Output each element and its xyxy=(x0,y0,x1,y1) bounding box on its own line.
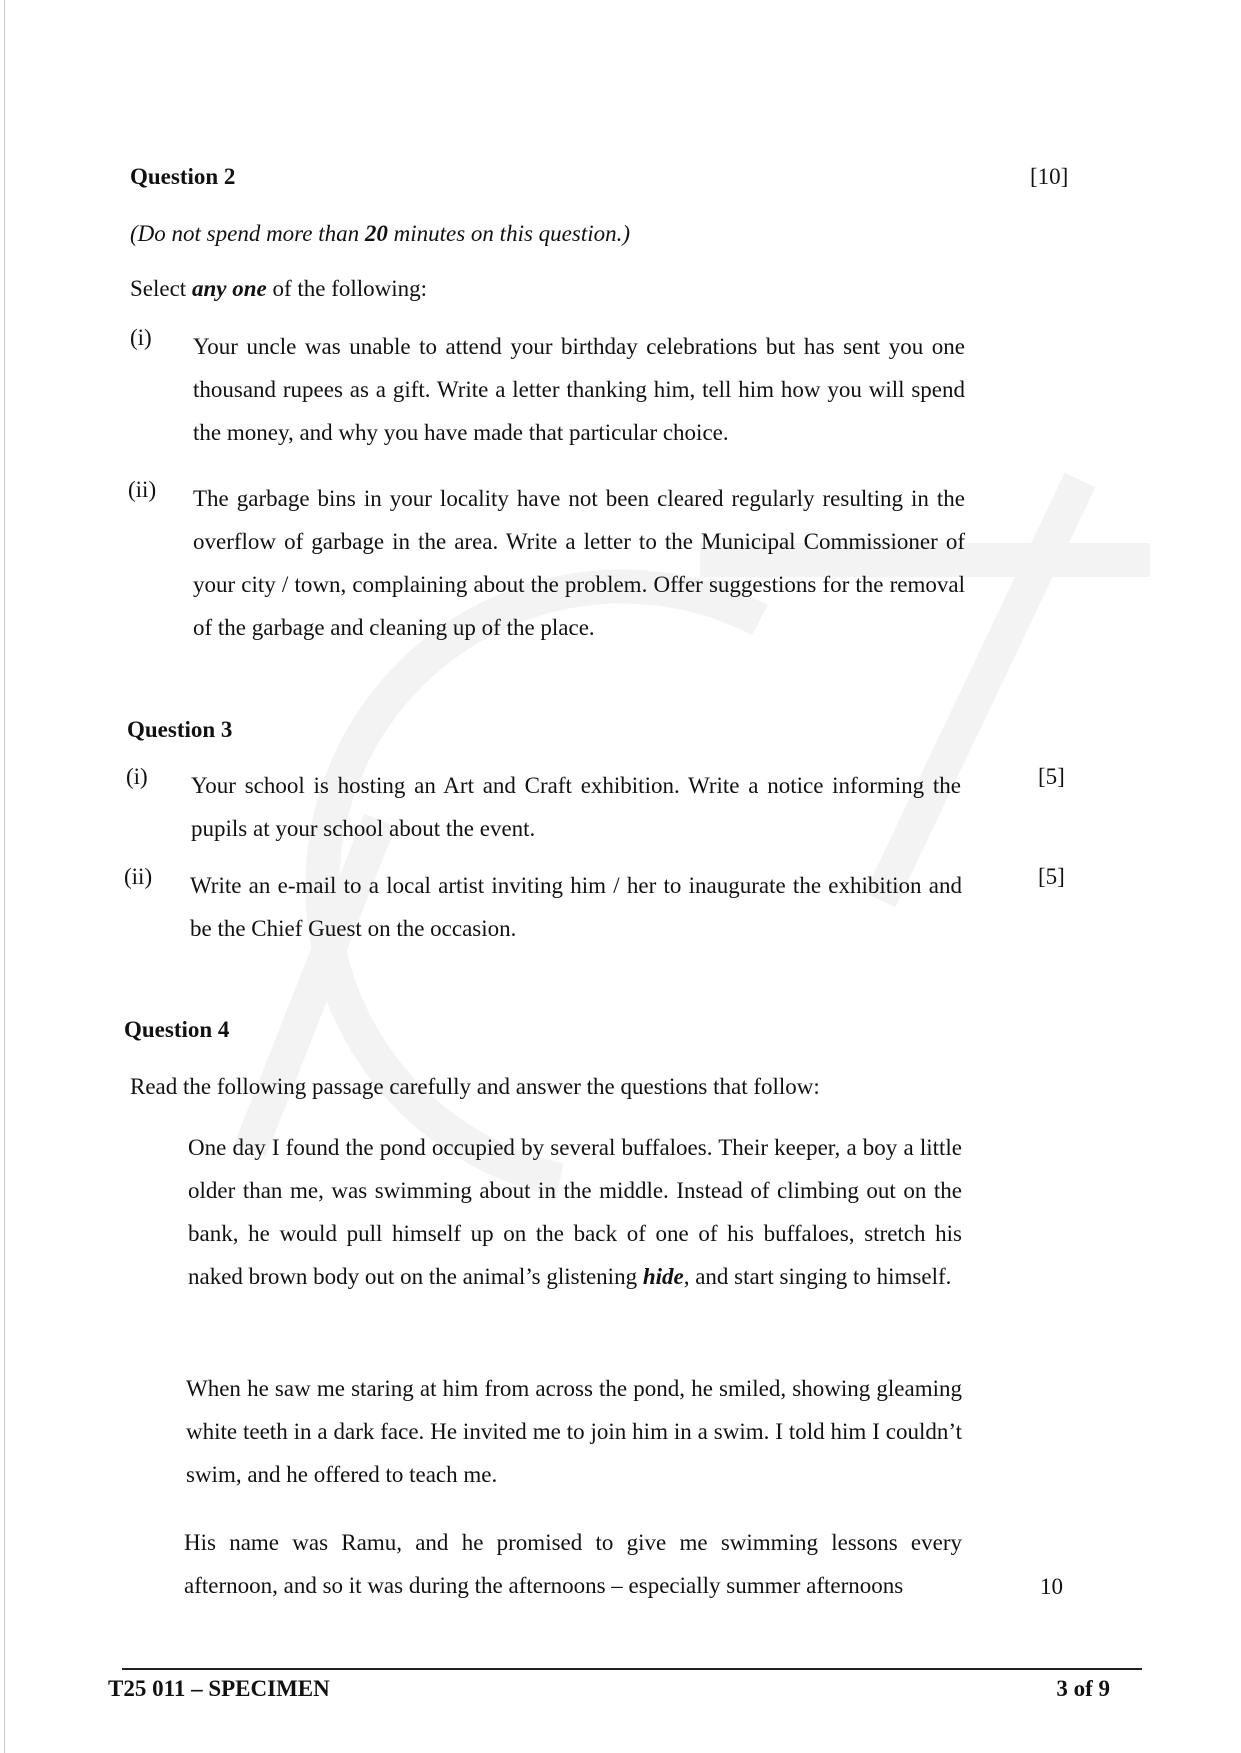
q2-option-text: The garbage bins in your locality have not been cleared regularly resulting in the overflow of garbage in the area. Write a letter to the Municipal Commissioner of your city / town, complaining about the problem. Offer suggestions for the removal of the garbage and cleaning up of the place. xyxy=(193,486,965,640)
q3-item-number: (ii) xyxy=(124,864,153,889)
q2-option-number: (ii) xyxy=(128,477,157,502)
q3-item-number: (i) xyxy=(126,764,148,789)
footer-divider xyxy=(122,1668,1142,1670)
footer-paper-code: T25 011 – SPECIMEN xyxy=(108,1676,330,1701)
passage-paragraph: When he saw me staring at him from across the pond, he smiled, showing gleaming white teeth in a dark face. He invited me to join him in a swim. I told him I couldn’t swim, and he offered to teach me. xyxy=(186,1376,962,1487)
q3-heading: Question 3 xyxy=(127,717,233,742)
q2-time-note: (Do not spend more than 20 minutes on this question.) xyxy=(130,221,631,246)
passage-paragraph: One day I found the pond occupied by several buffaloes. Their keeper, a boy a little older than me, was swimming about in the middle. Instead of climbing out on the bank, he would pull himself up on the back of one of his buffaloes, stretch his naked brown body out on the animal’s glistening hide, and start singing to himself. xyxy=(188,1135,962,1289)
q2-select-instruction: Select any one of the following: xyxy=(130,276,428,301)
q3-item-text: Write an e-mail to a local artist inviting him / her to inaugurate the exhibition and be the Chief Guest on the occasion. xyxy=(190,873,962,941)
q2-option-text: Your uncle was unable to attend your birthday celebrations but has sent you one thousand rupees as a gift. Write a letter thanking him, tell him how you will spend the money, and why you have made that particular choice. xyxy=(193,334,965,445)
q3-item-text: Your school is hosting an Art and Craft exhibition. Write a notice informing the pupils at your school about the event. xyxy=(191,773,961,841)
q4-instruction: Read the following passage carefully and answer the questions that follow: xyxy=(130,1074,820,1099)
q2-option-number: (i) xyxy=(130,325,152,350)
q2-marks: [10] xyxy=(1030,164,1069,189)
q4-heading: Question 4 xyxy=(124,1017,230,1042)
q2-heading: Question 2 xyxy=(130,164,236,189)
page-edge-line xyxy=(4,0,5,1753)
passage-paragraph: His name was Ramu, and he promised to give me swimming lessons every afternoon, and so it was during the afternoons – especially summer afternoons xyxy=(184,1530,962,1598)
q3-item-marks: [5] xyxy=(1038,864,1065,889)
passage-line-number: 10 xyxy=(1040,1574,1063,1599)
q3-item-marks: [5] xyxy=(1038,764,1065,789)
footer-page-number: 3 of 9 xyxy=(1056,1676,1110,1701)
